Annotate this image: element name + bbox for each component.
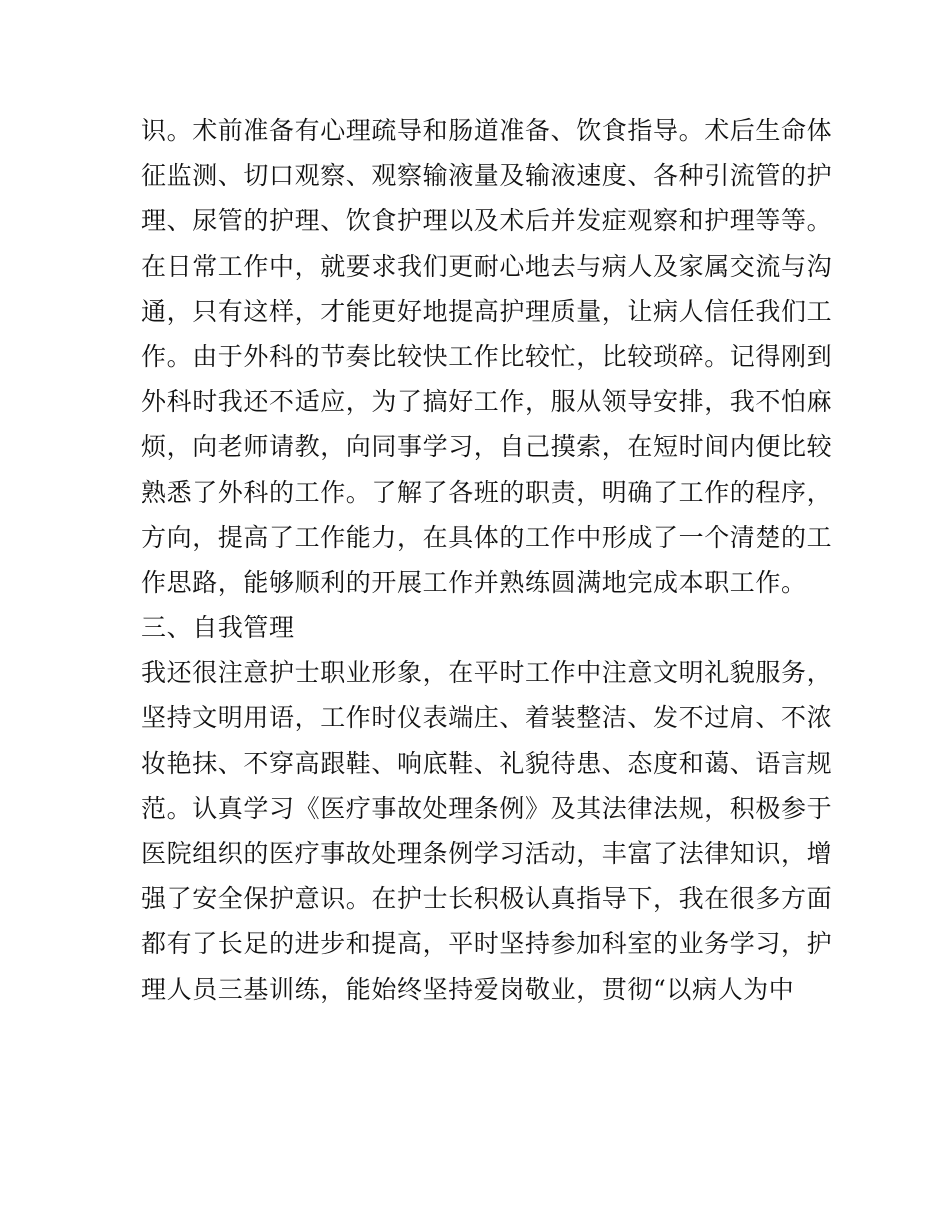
text-line: 烦，向老师请教，向同事学习，自己摸索，在短时间内便比较 bbox=[141, 432, 833, 462]
text-line: 医院组织的医疗事故处理条例学习活动，丰富了法律知识，增 bbox=[141, 839, 833, 868]
text-line: 作。由于外科的节奏比较快工作比较忙，比较琐碎。记得刚到 bbox=[141, 341, 833, 371]
text-line: 方向，提高了工作能力，在具体的工作中形成了一个清楚的工 bbox=[141, 522, 833, 552]
text-line: 征监测、切口观察、观察输液量及输液速度、各种引流管的护 bbox=[141, 161, 833, 191]
text-line: 外科时我还不适应，为了搞好工作，服从领导安排，我不怕麻 bbox=[141, 387, 833, 417]
text-line: 强了安全保护意识。在护士长积极认真指导下，我在很多方面 bbox=[141, 884, 833, 914]
text-line: 妆艳抹、不穿高跟鞋、响底鞋、礼貌待患、态度和蔼、语言规 bbox=[141, 748, 833, 778]
text-line: 通，只有这样，才能更好地提高护理质量，让病人信任我们工 bbox=[141, 296, 833, 326]
text-line: 熟悉了外科的工作。了解了各班的职责，明确了工作的程序， bbox=[141, 477, 833, 507]
text-line: 识。术前准备有心理疏导和肠道准备、饮食指导。术后生命体 bbox=[141, 116, 833, 145]
text-line: 在日常工作中，就要求我们更耐心地去与病人及家属交流与沟 bbox=[141, 251, 833, 281]
text-line: 范。认真学习《医疗事故处理条例》及其法律法规，积极参于 bbox=[141, 793, 833, 823]
text-line: 理人员三基训练，能始终坚持爱岗敬业，贯彻“以病人为中 bbox=[141, 974, 795, 1004]
text-line: 我还很注意护士职业形象，在平时工作中注意文明礼貌服务， bbox=[141, 658, 833, 688]
text-line: 都有了长足的进步和提高，平时坚持参加科室的业务学习，护 bbox=[141, 929, 833, 959]
section-heading: 三、自我管理 bbox=[141, 613, 295, 643]
body-text bbox=[141, 108, 833, 1012]
text-line: 坚持文明用语，工作时仪表端庄、着装整洁、发不过肩、不浓 bbox=[141, 703, 833, 733]
text-line: 作思路，能够顺利的开展工作并熟练圆满地完成本职工作。 bbox=[141, 567, 807, 597]
text-line: 理、尿管的护理、饮食护理以及术后并发症观察和护理等等。 bbox=[141, 206, 833, 236]
